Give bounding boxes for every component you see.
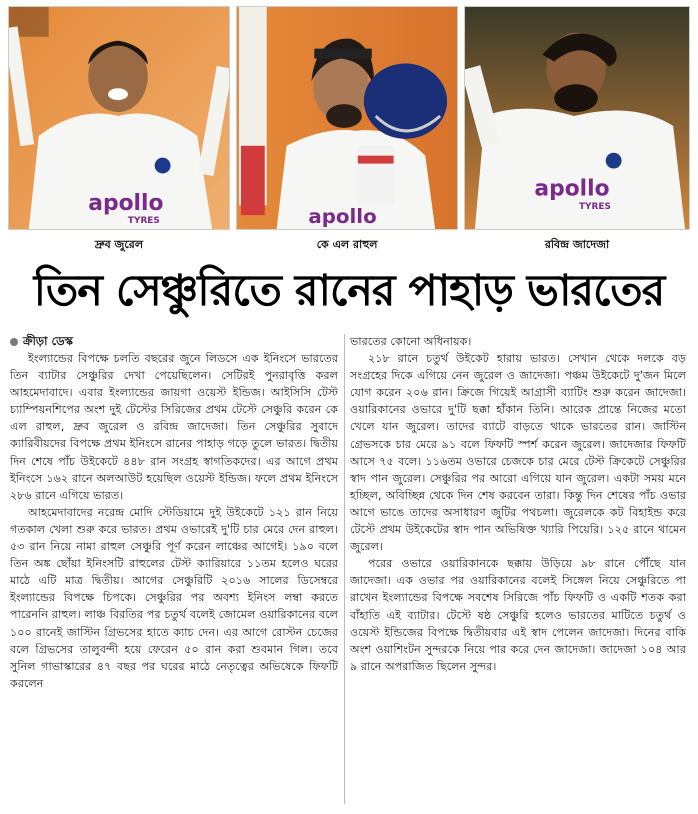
byline-text: ক্রীড়া ডেস্ক: [23, 333, 73, 348]
article-paragraph: ইংল্যান্ডের বিপক্ষে চলতি বছরের জুনে লিডসে এক ইনিংসে ভারতের তিন ব্যাটার সেঞ্চুরির দেখা পেয়েছিলেন। সেটিরই পুনরাবৃত্তি করল আহমেদাবাদে। এবার ইংল্যান্ডের জায়গা ওয়েস্ট ইন্ডিজ। আইসিসি টেস্ট চ্যাম্পিয়নশিপের অংশ দুই টেস্টের সিরিজের প্রথম টেস্টে সেঞ্চুরি করেন কে এল রাহুল, দ্রুব জুরেল ও রবিন্দ্র জাদেজা। তিন সেঞ্চুরির সুবাদে ক্যারিবীয়দের বিপক্ষে প্রথম ইনিংসে রানের পাহাড় গড়ে তুলে ভারত। দ্বিতীয় দিন শেষে পাঁচ উইকেটে ৪৪৮ রান সংগ্রহ স্বাগতিকদের। এর আগে প্রথম ইনিংসে ১৬২ রানে অলআউট হয়েছিল ওয়েস্ট ইন্ডিজ। ফলে প্রথম ইনিংসে ২৮৬ রানে এগিয়ে ভারত।: [10, 352, 338, 502]
bullet-icon: [10, 338, 18, 346]
photo-kl-rahul: [236, 6, 458, 230]
article-paragraph: আহমেদাবাদের নরেন্দ্র মোদি স্টেডিয়ামে দুই উইকেটে ১২১ রান নিয়ে গতকাল খেলা শুরু করে ভারত। প্রথম ওভারেই দু'টি চার মেরে দেন রাহুল। ৫৩ রান নিয়ে নামা রাহুল সেঞ্চুরি পূর্ণ করেন লাঞ্চের আগেই। ১৯০ বলে তিন অঙ্ক ছোঁয়া ইনিংসটি রাহুলের টেস্ট ক্যারিয়ারে ১১তম হলেও ঘরের মাঠে এটি মাত্র দ্বিতীয়। আগের সেঞ্চুরিটি ২০১৬ সালের ডিসেম্বরে ইংল্যান্ডের বিপক্ষে চিপকে। সেঞ্চুরির পর অবশ্য ইনিংস লম্বা করতে পারেননি রাহুল। লাঞ্চ বিরতির পর চতুর্থ বলেই জোমেল ওয়ারিকানের বলে ১০০ রানেই জাস্টিন গ্রিভসের হাতে ক্যাচ দেন। এর আগে রোস্টন চেজের বলে গ্রিভসের তালুবন্দী হয়ে ফেরেন ৫০ রান করা শুবমান গিল। তবে সুনিল গাভাস্কারের ৪৭ বছর পর ঘরের মাঠে নেতৃত্বের অভিষেকে ফিফটি করলেন: [10, 505, 338, 690]
jersey-brand-text: apollo: [308, 205, 377, 229]
jersey-brand-text: apollo: [88, 191, 164, 217]
photo-dhruv-jurel: [8, 6, 230, 230]
byline: [10, 333, 338, 350]
article-column-left: [10, 333, 338, 692]
jersey-sub-text: TYRES: [578, 202, 611, 213]
headline: তিন সেঞ্চুরিতে রানের পাহাড় ভারতের: [33, 266, 665, 316]
jersey-sub-text: TYRES: [127, 216, 160, 227]
column-divider: [344, 334, 345, 804]
photo-ravindra-jadeja: [464, 6, 690, 230]
jersey-brand-text: apollo: [534, 176, 610, 202]
article-paragraph: ভারতের কোনো অধিনায়ক।: [350, 335, 472, 348]
photo-caption: কে এল রাহুল: [316, 238, 378, 251]
photo-caption: দ্রুব জুরেল: [94, 238, 144, 251]
article-column-right: [350, 333, 686, 675]
article-paragraph: পরের ওভারে ওয়ারিকানকে ছক্কায় উড়িয়ে ৯৮ রানে পৌঁছে যান জাদেজা। এক ওভার পর ওয়ারিকানের বলেই সিঙ্গেল নিয়ে সেঞ্চুরিতে পা রাখেন ইংল্যান্ডের বিপক্ষে সবশেষ সিরিজে পাঁচ ফিফটি ও একটি শতক করা বাঁহাতি এই ব্যাটার। টেস্টে ষষ্ঠ সেঞ্চুরি হলেও ভারতের মাটিতে চতুর্থ ও ওয়েস্ট ইন্ডিজের বিপক্ষে দ্বিতীয়বার এই স্বাদ পেলেন জাদেজা। দিনের বাকি অংশ ওয়াশিংটন সুন্দরকে নিয়ে পার করে দেন জাদেজা। জাদেজা ১০৪ আর ৯ রানে অপরাজিত ছিলেন সুন্দর।: [350, 557, 686, 673]
article-paragraph: ২১৮ রানে চতুর্থ উইকেট হারায় ভারত। সেখান থেকে দলকে বড় সংগ্রহের দিকে এগিয়ে নেন জুরেল ও জাদেজা। পঞ্চম উইকেটে দু'জন মিলে যোগ করেন ২০৬ রান। ক্রিজে গিয়েই আগ্রাসী ব্যাটিং শুরু করেন জাদেজা। ওয়ারিকানের ওভারে দু'টি ছক্কা হাঁকান তিনি। আরেক প্রান্তে নিজের মতো খেলে যান জুরেল। তাদের ব্যাটে বাড়তে থাকে ভারতের রান। জাস্টিন গ্রেভসকে চার মেরে ৯১ বলে ফিফটি স্পর্শ করেন জুরেল। জাদেজার ফিফটি আসে ৭৫ বলে। ১১৬তম ওভারে চেজকে চার মেরে টেস্ট ক্রিকেটে সেঞ্চুরির স্বাদ পান জুরেল। সেঞ্চুরির পর আরো এগিয়ে যান জুরেল। একটা সময় মনে হচ্ছিল, অবিচ্ছিন্ন থেকে দিন শেষ করবেন তারা। কিন্তু দিন শেষের পাঁচ ওভার আগে ভাঙে তাদের অসাধারণ জুটির পথচলা। জুরেলকে কট বিহাইন্ড করে টেস্টে প্রথম উইকেটের স্বাদ পান অভিষিক্ত খ্যারি পিয়েরি। ১২৫ রানে থামেন জুরেল।: [350, 352, 686, 554]
photo-caption: রবিন্দ্র জাদেজা: [544, 238, 610, 251]
